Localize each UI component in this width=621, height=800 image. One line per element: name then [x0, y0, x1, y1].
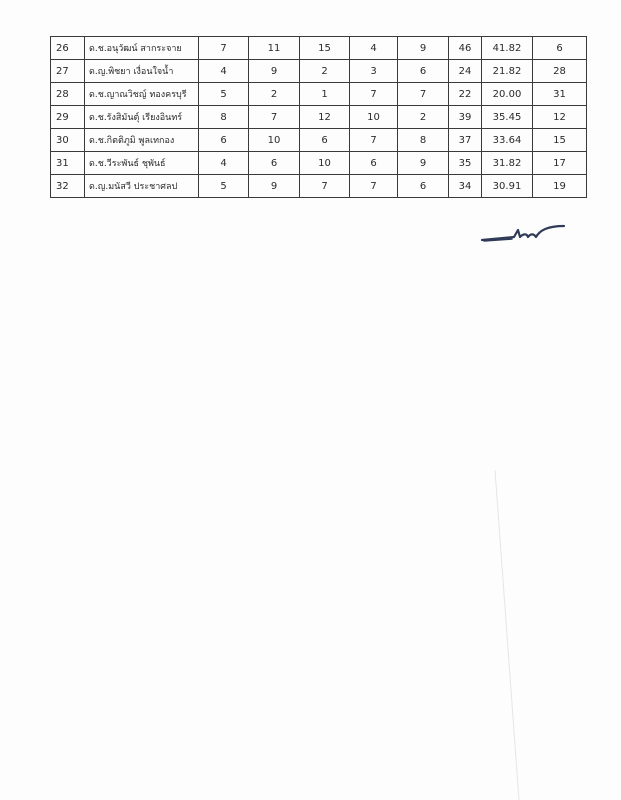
student-number-cell: 32 [51, 175, 85, 198]
signature-icon [478, 222, 568, 252]
score-1-cell: 7 [199, 37, 249, 60]
score-3-cell: 12 [300, 106, 350, 129]
score-3-cell: 10 [300, 152, 350, 175]
score-1-cell: 8 [199, 106, 249, 129]
rank-cell: 28 [533, 60, 587, 83]
score-4-cell: 6 [350, 152, 398, 175]
student-name-cell: ด.ช.ญาณวิชญ์ ทองครบุรี [85, 83, 199, 106]
score-5-cell: 8 [398, 129, 449, 152]
score-1-cell: 6 [199, 129, 249, 152]
paper-crease [493, 470, 523, 800]
score-5-cell: 9 [398, 152, 449, 175]
score-3-cell: 1 [300, 83, 350, 106]
student-name-cell: ด.ช.รังสิมันตุ์ เรียงอินทร์ [85, 106, 199, 129]
score-5-cell: 9 [398, 37, 449, 60]
percent-score-cell: 21.82 [482, 60, 533, 83]
percent-score-cell: 30.91 [482, 175, 533, 198]
score-3-cell: 7 [300, 175, 350, 198]
score-5-cell: 7 [398, 83, 449, 106]
percent-score-cell: 41.82 [482, 37, 533, 60]
score-table [50, 36, 587, 198]
score-5-cell: 6 [398, 60, 449, 83]
rank-cell: 19 [533, 175, 587, 198]
score-2-cell: 7 [249, 106, 300, 129]
total-score-cell: 22 [449, 83, 482, 106]
percent-score-cell: 33.64 [482, 129, 533, 152]
table-row [51, 152, 587, 175]
student-number-cell: 30 [51, 129, 85, 152]
score-1-cell: 4 [199, 60, 249, 83]
score-1-cell: 4 [199, 152, 249, 175]
total-score-cell: 37 [449, 129, 482, 152]
score-2-cell: 2 [249, 83, 300, 106]
total-score-cell: 34 [449, 175, 482, 198]
score-4-cell: 4 [350, 37, 398, 60]
score-3-cell: 2 [300, 60, 350, 83]
score-2-cell: 9 [249, 175, 300, 198]
total-score-cell: 35 [449, 152, 482, 175]
student-number-cell: 29 [51, 106, 85, 129]
rank-cell: 6 [533, 37, 587, 60]
total-score-cell: 39 [449, 106, 482, 129]
score-1-cell: 5 [199, 83, 249, 106]
score-2-cell: 10 [249, 129, 300, 152]
score-4-cell: 7 [350, 129, 398, 152]
rank-cell: 15 [533, 129, 587, 152]
percent-score-cell: 35.45 [482, 106, 533, 129]
table-row [51, 175, 587, 198]
score-2-cell: 11 [249, 37, 300, 60]
student-number-cell: 31 [51, 152, 85, 175]
rank-cell: 12 [533, 106, 587, 129]
score-4-cell: 7 [350, 83, 398, 106]
score-2-cell: 6 [249, 152, 300, 175]
table-row [51, 37, 587, 60]
percent-score-cell: 31.82 [482, 152, 533, 175]
table-body [51, 37, 587, 198]
table-row [51, 83, 587, 106]
score-3-cell: 6 [300, 129, 350, 152]
percent-score-cell: 20.00 [482, 83, 533, 106]
student-number-cell: 28 [51, 83, 85, 106]
student-name-cell: ด.ญ.พิชยา เงื่อนใจน้ำ [85, 60, 199, 83]
rank-cell: 31 [533, 83, 587, 106]
score-2-cell: 9 [249, 60, 300, 83]
score-3-cell: 15 [300, 37, 350, 60]
score-1-cell: 5 [199, 175, 249, 198]
student-name-cell: ด.ช.กิตติภูมิ พูลเทกอง [85, 129, 199, 152]
table-row [51, 106, 587, 129]
score-4-cell: 7 [350, 175, 398, 198]
total-score-cell: 24 [449, 60, 482, 83]
table-row [51, 129, 587, 152]
student-number-cell: 26 [51, 37, 85, 60]
score-5-cell: 2 [398, 106, 449, 129]
table-row [51, 60, 587, 83]
student-number-cell: 27 [51, 60, 85, 83]
student-name-cell: ด.ช.อนุวัฒน์ สากระจาย [85, 37, 199, 60]
score-5-cell: 6 [398, 175, 449, 198]
score-4-cell: 10 [350, 106, 398, 129]
student-name-cell: ด.ญ.มนัสวี ประชาศลป [85, 175, 199, 198]
student-name-cell: ด.ช.วีระพันธ์ ชุพันธ์ [85, 152, 199, 175]
total-score-cell: 46 [449, 37, 482, 60]
score-4-cell: 3 [350, 60, 398, 83]
rank-cell: 17 [533, 152, 587, 175]
